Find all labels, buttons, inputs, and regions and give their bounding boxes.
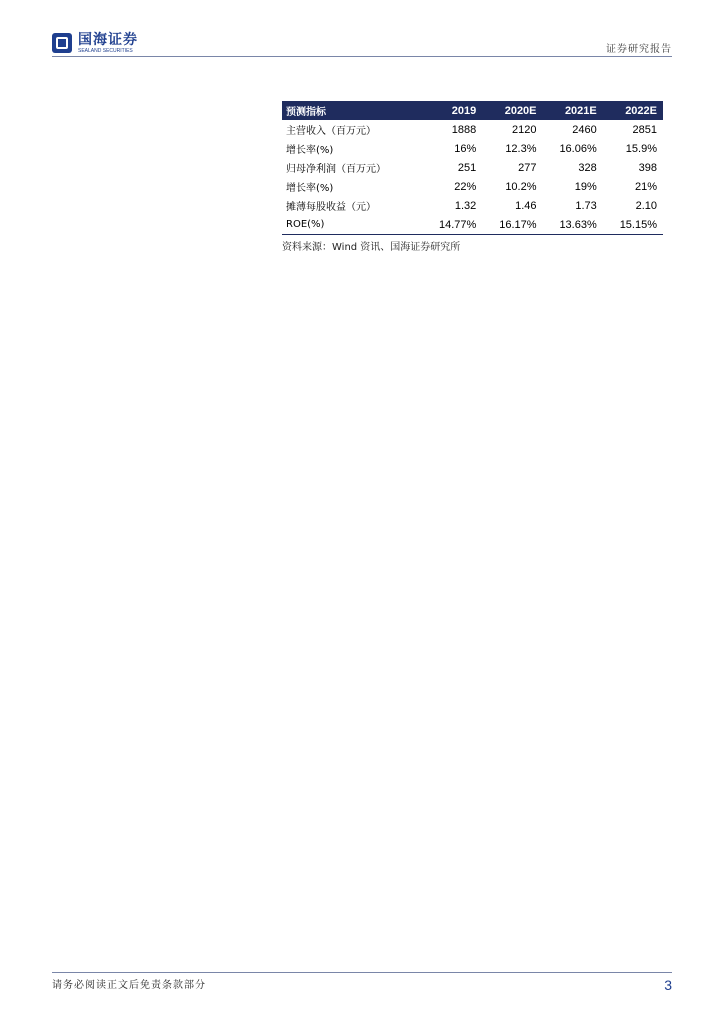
table-row	[282, 196, 663, 215]
table-cell: 2460	[572, 123, 597, 136]
table-header-row	[282, 101, 663, 120]
table-cell: 1.73	[575, 199, 597, 212]
table-row	[282, 177, 663, 196]
table-cell: 16.06%	[559, 142, 597, 155]
row-label: 增长率(%)	[286, 145, 334, 156]
table-cell: 251	[457, 161, 477, 174]
footer-disclaimer: 请务必阅读正文后免责条款部分	[52, 980, 206, 991]
table-cell: 328	[578, 161, 597, 174]
row-label: 主营收入（百万元）	[286, 126, 376, 137]
table-cell: 15.15%	[603, 215, 663, 235]
table-row	[282, 139, 663, 158]
column-header: 2019	[422, 101, 482, 120]
table-cell: 2120	[512, 123, 537, 136]
table-cell: 16%	[454, 142, 477, 155]
column-header: 2020E	[482, 101, 542, 120]
column-header: 2021E	[543, 101, 603, 120]
row-label: 摊薄每股收益（元）	[286, 202, 376, 213]
table-cell: 277	[518, 161, 537, 174]
column-header: 2022E	[603, 101, 663, 120]
table-cell: 16.17%	[482, 215, 542, 235]
table-cell: 13.63%	[543, 215, 603, 235]
report-type-label: 证券研究报告	[606, 44, 672, 55]
table-cell: 21%	[634, 180, 657, 193]
sealand-logo-icon	[52, 33, 72, 53]
table-row	[282, 120, 663, 139]
footer-divider	[52, 972, 672, 973]
table-row	[282, 158, 663, 177]
table-cell: 1.32	[454, 199, 477, 212]
page-number: 3	[664, 977, 672, 993]
table-cell: 1888	[451, 123, 477, 136]
logo-chinese-name: 国海证券	[78, 32, 138, 48]
logo-english-name: SEALAND SECURITIES	[78, 48, 133, 54]
table-row	[282, 215, 663, 235]
table-cell: 15.9%	[625, 142, 657, 155]
company-logo	[52, 33, 148, 55]
row-label: 增长率(%)	[286, 183, 334, 194]
table-cell: 12.3%	[505, 142, 537, 155]
table-cell: 19%	[574, 180, 597, 193]
table-cell: 1.46	[515, 199, 537, 212]
row-label: ROE(%)	[282, 215, 422, 235]
table-cell: 14.77%	[422, 215, 482, 235]
header-divider	[52, 56, 672, 57]
column-header: 预测指标	[282, 101, 422, 120]
table-cell: 10.2%	[505, 180, 537, 193]
table-cell: 2851	[632, 123, 657, 136]
table-cell: 22%	[454, 180, 477, 193]
table-cell: 2.10	[635, 199, 657, 212]
table-source-note: 资料来源：Wind 资讯、国海证券研究所	[282, 242, 461, 253]
row-label: 归母净利润（百万元）	[286, 164, 386, 175]
table-cell: 398	[638, 161, 657, 174]
forecast-table	[282, 101, 663, 235]
